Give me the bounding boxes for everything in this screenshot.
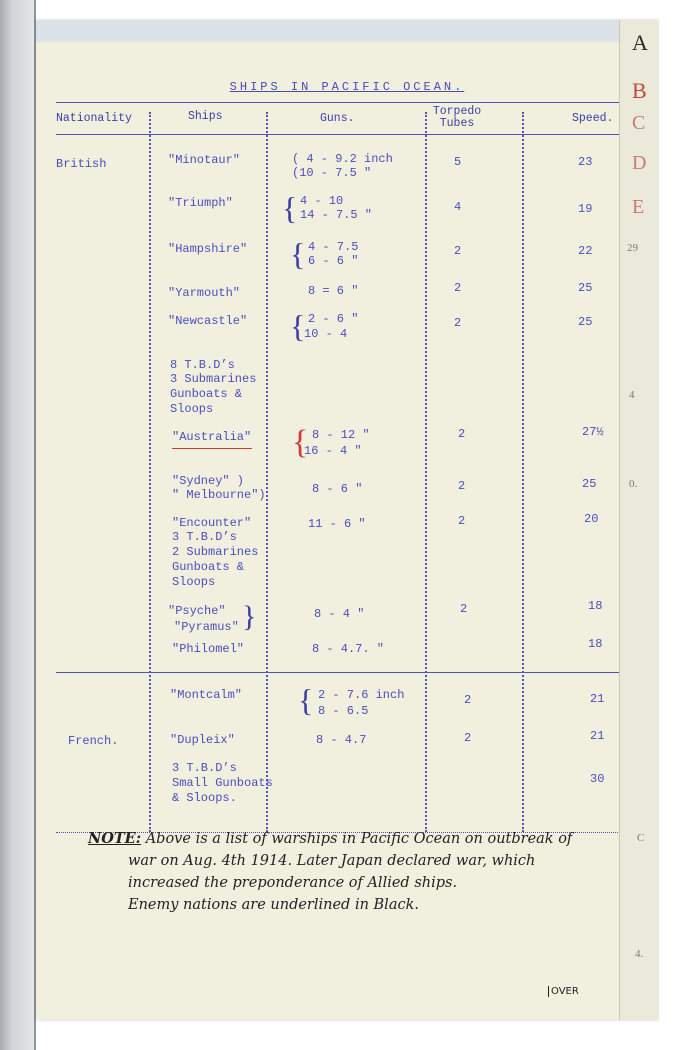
guns-triumph-2: 14 - 7.5 " <box>300 208 373 222</box>
tubes-psyche-pyramus: 2 <box>460 602 468 616</box>
stray-mark-5: 4. <box>635 948 644 960</box>
brace-hampshire: { <box>290 236 306 272</box>
tab-b[interactable]: B <box>632 78 647 103</box>
guns-dupleix: 8 - 4.7 <box>316 733 367 747</box>
stray-mark-1: 29 <box>627 242 638 254</box>
column-separator-4 <box>522 112 524 832</box>
guns-sydney-melbourne: 8 - 6 " <box>312 482 363 496</box>
header-torpedo-tubes: Torpedo Tubes <box>432 105 482 130</box>
ship-triumph: "Triumph" <box>168 196 233 210</box>
tab-a[interactable]: A <box>632 30 648 55</box>
speed-yarmouth: 25 <box>578 281 593 295</box>
speed-australia: 27½ <box>582 425 604 439</box>
ship-group-2-line-1: 3 T.B.D’s <box>172 530 237 544</box>
speed-dupleix: 21 <box>590 729 605 743</box>
stray-mark-4: C <box>637 832 645 844</box>
ship-group-1-line-4: Sloops <box>170 402 214 416</box>
ship-group-3-line-3: & Sloops. <box>172 791 237 805</box>
column-separator-3 <box>425 112 427 832</box>
handwritten-note <box>88 828 628 916</box>
tubes-minotaur: 5 <box>454 155 462 169</box>
ship-psyche: "Psyche" <box>168 604 226 618</box>
guns-minotaur-2: (10 - 7.5 " <box>292 166 372 180</box>
stray-mark-3: 0. <box>629 478 638 490</box>
document-page <box>36 20 658 1020</box>
brace-triumph: { <box>282 190 298 226</box>
column-separator-2 <box>266 112 268 832</box>
nationality-french: French. <box>68 734 119 748</box>
header-ships: Ships <box>188 110 223 123</box>
guns-australia-2: 16 - 4 " <box>304 444 362 458</box>
note-line-3: increased the preponderance of Allied ships. <box>128 875 458 891</box>
section-divider-rule <box>56 672 626 673</box>
guns-yarmouth: 8 = 6 " <box>308 284 359 298</box>
tubes-triumph: 4 <box>454 200 462 214</box>
tubes-yarmouth: 2 <box>454 281 462 295</box>
tubes-newcastle: 2 <box>454 316 462 330</box>
over-marker: OVER <box>548 986 579 997</box>
column-separator-1 <box>149 112 151 832</box>
ship-philomel: "Philomel" <box>172 642 245 656</box>
ship-yarmouth: "Yarmouth" <box>168 286 241 300</box>
ship-group-2-line-2: 2 Submarines <box>172 545 259 559</box>
header-bottom-rule <box>56 134 626 135</box>
speed-psyche-pyramus: 18 <box>588 599 603 613</box>
tubes-montcalm: 2 <box>464 693 472 707</box>
page-top-band <box>36 20 658 42</box>
tab-d[interactable]: D <box>632 152 646 174</box>
ship-pyramus: "Pyramus" <box>174 620 239 634</box>
ship-group-2-line-4: Sloops <box>172 575 216 589</box>
header-guns: Guns. <box>320 112 355 125</box>
ship-australia: "Australia" <box>172 430 252 444</box>
speed-sydney-melbourne: 25 <box>582 477 597 491</box>
stray-mark-2: 4 <box>629 389 635 401</box>
ship-encounter: "Encounter" <box>172 516 252 530</box>
header-nationality: Nationality <box>56 112 132 125</box>
ship-newcastle: "Newcastle" <box>168 314 248 328</box>
brace-psyche-pyramus: } <box>242 600 257 633</box>
guns-montcalm-2: 8 - 6.5 <box>318 704 369 718</box>
ship-melbourne: " Melbourne") <box>172 488 266 502</box>
note-line-4: Enemy nations are underlined in Black. <box>128 897 419 913</box>
guns-australia-1: 8 - 12 " <box>312 428 370 442</box>
guns-montcalm-1: 2 - 7.6 inch <box>318 688 405 702</box>
note-line-2: war on Aug. 4th 1914. Later Japan declared war, which <box>128 853 536 869</box>
guns-encounter: 11 - 6 " <box>308 517 366 531</box>
ship-sydney: "Sydney" ) <box>172 474 245 488</box>
ship-group-1-line-3: Gunboats & <box>170 387 243 401</box>
ship-group-2-line-3: Gunboats & <box>172 560 245 574</box>
guns-hampshire-1: 4 - 7.5 <box>308 240 359 254</box>
brace-montcalm: { <box>298 682 314 718</box>
ship-group-1-line-2: 3 Submarines <box>170 372 257 386</box>
ship-montcalm: "Montcalm" <box>170 688 243 702</box>
speed-montcalm: 21 <box>590 692 605 706</box>
guns-newcastle-1: 2 - 6 " <box>308 312 359 326</box>
nationality-british: British <box>56 157 107 171</box>
brace-newcastle: { <box>290 308 306 344</box>
ship-dupleix: "Dupleix" <box>170 733 235 747</box>
guns-philomel: 8 - 4.7. " <box>312 642 385 656</box>
speed-newcastle: 25 <box>578 315 593 329</box>
ship-hampshire: "Hampshire" <box>168 242 248 256</box>
guns-psyche-pyramus: 8 - 4 " <box>314 607 365 621</box>
page-title: SHIPS IN PACIFIC OCEAN. <box>229 80 465 94</box>
guns-newcastle-2: 10 - 4 <box>304 327 348 341</box>
note-label: NOTE: <box>88 830 142 847</box>
tab-c[interactable]: C <box>632 112 646 134</box>
speed-hampshire: 22 <box>578 244 593 258</box>
note-line-1: Above is a list of warships in Pacific Ocean on outbreak of <box>145 831 573 847</box>
tubes-australia: 2 <box>458 427 466 441</box>
tab-e[interactable]: E <box>632 196 645 218</box>
guns-minotaur-1: ( 4 - 9.2 inch <box>292 152 393 166</box>
australia-red-underline <box>172 448 252 449</box>
ship-minotaur: "Minotaur" <box>168 153 241 167</box>
header-speed: Speed. <box>572 112 614 125</box>
tubes-hampshire: 2 <box>454 244 462 258</box>
tubes-dupleix: 2 <box>464 731 472 745</box>
speed-minotaur: 23 <box>578 155 593 169</box>
brace-australia: { <box>292 424 309 461</box>
speed-encounter: 20 <box>584 512 599 526</box>
ship-group-1-line-1: 8 T.B.D’s <box>170 358 235 372</box>
binder-margin <box>0 0 36 1050</box>
speed-philomel: 18 <box>588 637 603 651</box>
ship-group-3-line-1: 3 T.B.D’s <box>172 761 237 775</box>
guns-hampshire-2: 6 - 6 " <box>308 254 359 268</box>
header-top-rule <box>56 102 626 103</box>
tubes-sydney-melbourne: 2 <box>458 479 466 493</box>
speed-group-3: 30 <box>590 772 605 786</box>
speed-triumph: 19 <box>578 202 593 216</box>
ship-group-3-line-2: Small Gunboats <box>172 776 273 790</box>
guns-triumph-1: 4 - 10 <box>300 194 344 208</box>
tubes-encounter: 2 <box>458 514 466 528</box>
